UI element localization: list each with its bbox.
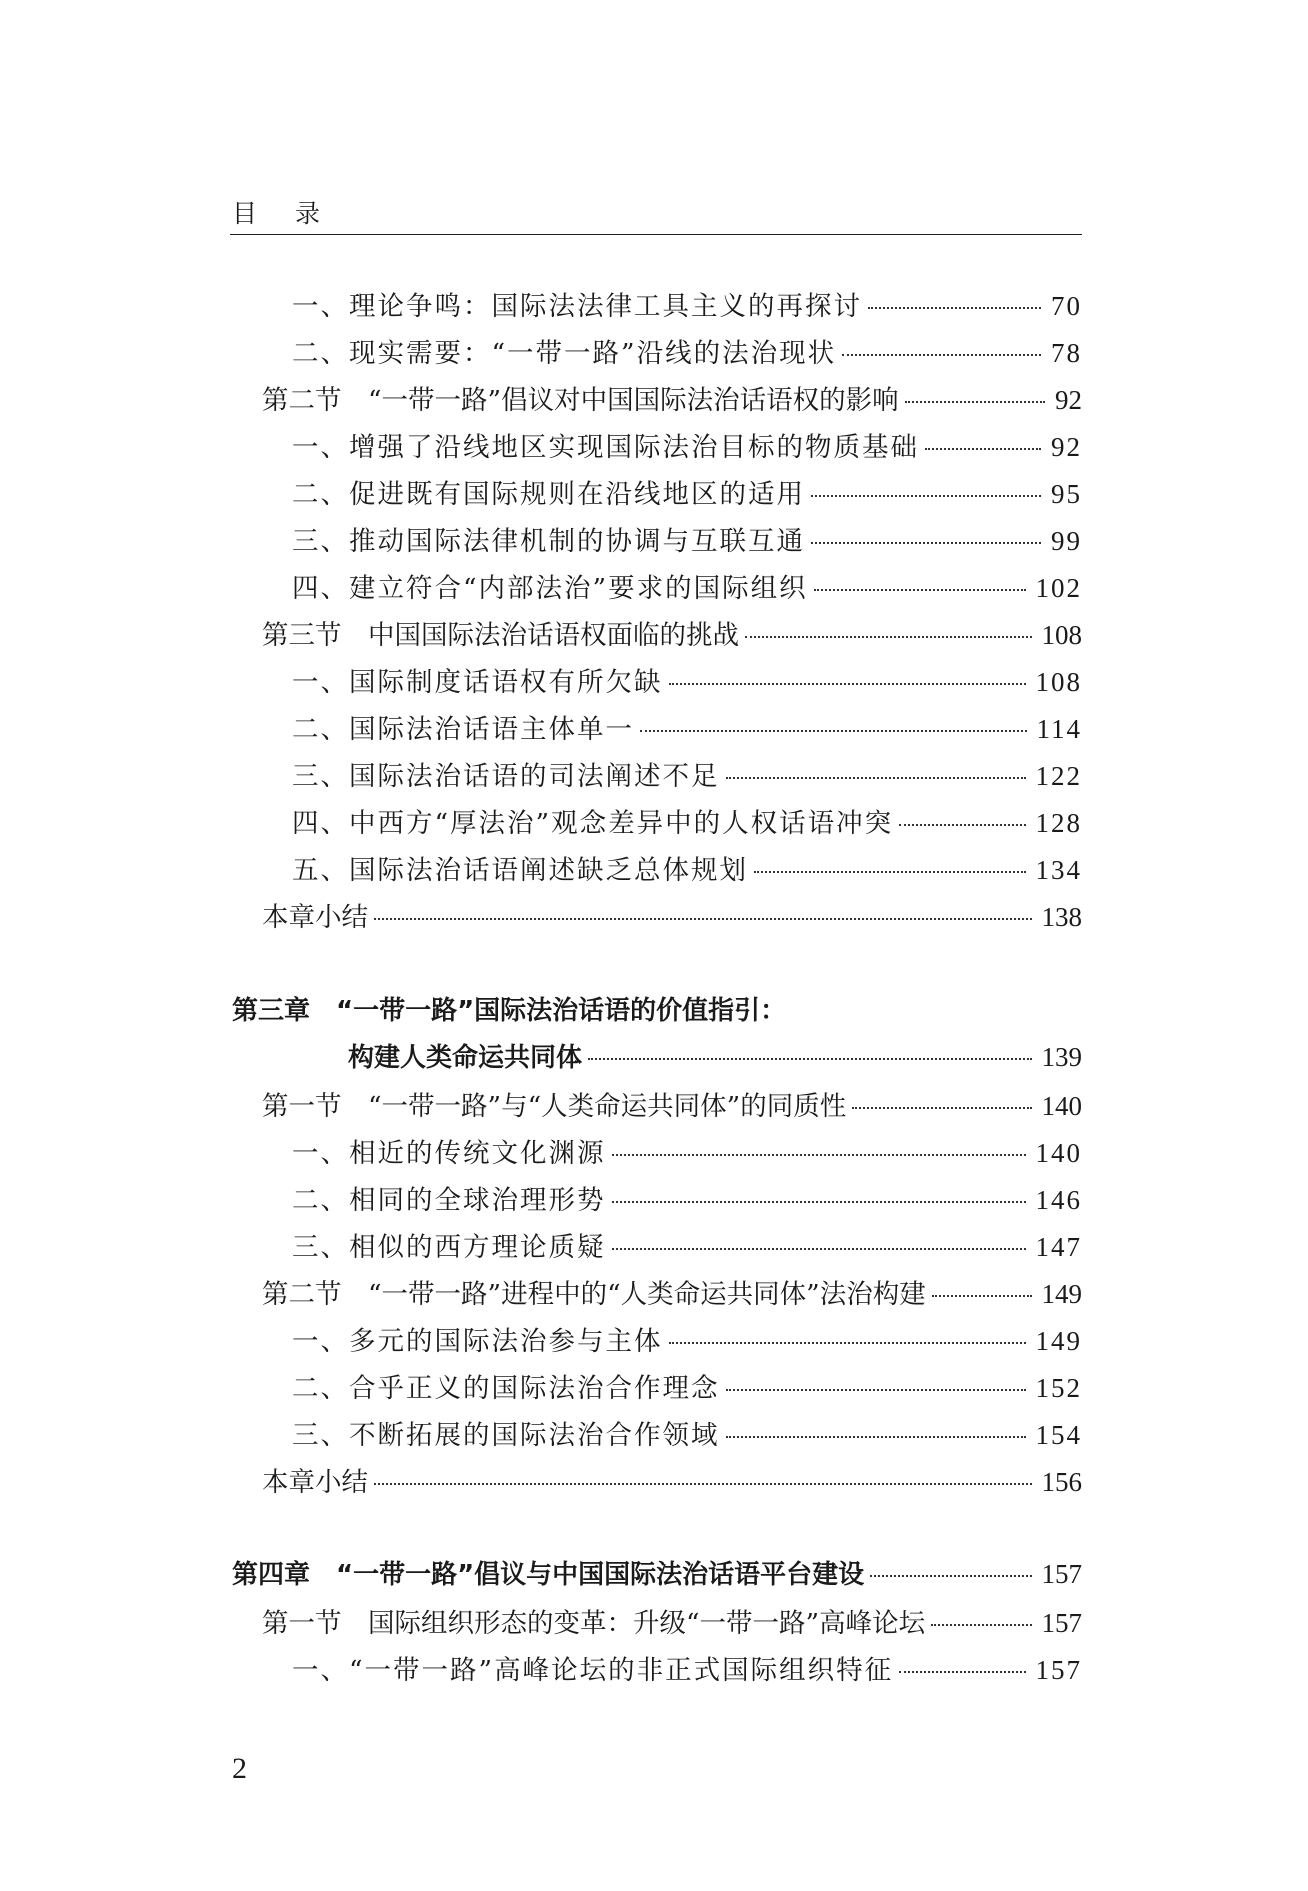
toc-entry-title: 一、“一带一路”高峰论坛的非正式国际组织特征: [292, 1655, 894, 1686]
toc-entry-title: 第三节 中国国际法治话语权面临的挑战: [262, 620, 739, 651]
toc-entry-page: 156: [1041, 1467, 1082, 1497]
toc-entry-title: 一、增强了沿线地区实现国际法治目标的物质基础: [292, 432, 919, 463]
toc-entry[interactable]: [292, 1413, 1082, 1453]
toc-entry-page: 122: [1035, 761, 1082, 791]
toc-entry-title: 第一节 国际组织形态的变革：升级“一带一路”高峰论坛: [262, 1608, 926, 1639]
toc-entry-title: 一、相近的传统文化渊源: [292, 1138, 606, 1169]
toc-entry[interactable]: [262, 1272, 1082, 1312]
toc-entry[interactable]: [292, 519, 1082, 559]
dot-leader: [612, 1201, 1026, 1203]
toc-entry-page: 92: [1055, 385, 1082, 415]
toc-entry[interactable]: [262, 895, 1082, 935]
toc-entry-title: 一、国际制度话语权有所欠缺: [292, 667, 663, 698]
toc-entry[interactable]: [292, 801, 1082, 841]
toc-entry-page: 114: [1036, 714, 1082, 744]
toc-entry[interactable]: [262, 1460, 1082, 1500]
toc-entry-title: 三、不断拓展的国际法治合作领域: [292, 1420, 720, 1451]
toc-entry[interactable]: [292, 1648, 1082, 1688]
toc-entry-page: 95: [1051, 479, 1082, 509]
toc-entry-title: 一、理论争鸣：国际法法律工具主义的再探讨: [292, 291, 862, 322]
toc-entry-page: 140: [1041, 1091, 1082, 1121]
toc-entry-title: 第一节 “一带一路”与“人类命运共同体”的同质性: [262, 1091, 847, 1122]
toc-entry-title: 二、相同的全球治理形势: [292, 1185, 606, 1216]
dot-leader: [811, 495, 1041, 497]
dot-leader: [905, 401, 1045, 403]
dot-leader: [726, 777, 1026, 779]
dot-leader: [842, 354, 1041, 356]
toc-entry-page: 154: [1035, 1420, 1082, 1450]
toc-entry[interactable]: [232, 1554, 1082, 1594]
toc-entry[interactable]: [292, 566, 1082, 606]
toc-entry-page: 152: [1035, 1373, 1082, 1403]
toc-entry-title: 三、推动国际法律机制的协调与互联互通: [292, 526, 805, 557]
page-number: 2: [232, 1752, 247, 1785]
dot-leader: [899, 1671, 1025, 1673]
dot-leader: [745, 636, 1032, 638]
toc-entry[interactable]: [292, 848, 1082, 888]
toc-entry[interactable]: [292, 1319, 1082, 1359]
toc-entry[interactable]: [292, 284, 1082, 324]
dot-leader: [868, 307, 1041, 309]
toc-entry[interactable]: [262, 378, 1082, 418]
toc-entry[interactable]: [348, 1037, 1082, 1077]
toc-entry-title: 本章小结: [262, 902, 368, 933]
toc-entry-title: 二、合乎正义的国际法治合作理念: [292, 1373, 720, 1404]
toc-entry[interactable]: [292, 1225, 1082, 1265]
toc-entry-title: 本章小结: [262, 1467, 368, 1498]
dot-leader: [925, 448, 1041, 450]
dot-leader: [588, 1058, 1031, 1060]
toc-entry[interactable]: [292, 707, 1082, 747]
toc-entry[interactable]: [292, 1178, 1082, 1218]
toc-entry-title: 三、相似的西方理论质疑: [292, 1232, 606, 1263]
toc-entry[interactable]: [292, 754, 1082, 794]
toc-entry-page: 149: [1041, 1279, 1082, 1309]
dot-leader: [899, 824, 1025, 826]
dot-leader: [811, 542, 1041, 544]
dot-leader: [669, 1342, 1026, 1344]
dot-leader: [754, 871, 1026, 873]
toc-entry-page: 138: [1041, 902, 1082, 932]
dot-leader: [374, 918, 1032, 920]
toc-entry-page: 149: [1035, 1326, 1082, 1356]
toc-entry-title: 二、现实需要：“一带一路”沿线的法治现状: [292, 338, 837, 369]
toc-entry-title: 三、国际法治话语的司法阐述不足: [292, 761, 720, 792]
toc-entry-page: 92: [1051, 432, 1082, 462]
toc-entry-page: 78: [1051, 338, 1082, 368]
toc-entry-title: 五、国际法治话语阐述缺乏总体规划: [292, 855, 748, 886]
dot-leader: [852, 1107, 1031, 1109]
toc-entry-title: 构建人类命运共同体: [348, 1043, 583, 1073]
toc-entry-page: 108: [1035, 667, 1082, 697]
toc-entry[interactable]: [292, 660, 1082, 700]
dot-leader: [931, 1624, 1031, 1626]
toc-entry[interactable]: [262, 1084, 1082, 1124]
toc-entry-title: 二、国际法治话语主体单一: [292, 714, 634, 745]
dot-leader: [932, 1295, 1032, 1297]
toc-entry-page: 157: [1041, 1608, 1082, 1638]
running-head-char: 目: [232, 199, 258, 228]
toc-entry-title: 第四章 “一带一路”倡议与中国国际法治话语平台建设: [232, 1560, 865, 1590]
toc-entry-title: 一、多元的国际法治参与主体: [292, 1326, 663, 1357]
dot-leader: [612, 1154, 1026, 1156]
toc-entry-page: 108: [1041, 620, 1082, 650]
toc-entry[interactable]: [262, 1601, 1082, 1641]
toc-chapter-title: 第三章 “一带一路”国际法治话语的价值指引：: [232, 996, 787, 1026]
toc-entry-page: 157: [1041, 1559, 1082, 1589]
toc-entry-page: 99: [1051, 526, 1082, 556]
toc-entry-title: 四、中西方“厚法治”观念差异中的人权话语冲突: [292, 808, 894, 839]
dot-leader: [669, 683, 1026, 685]
toc-entry-title: 第二节 “一带一路”进程中的“人类命运共同体”法治构建: [262, 1279, 926, 1310]
toc-entry-page: 70: [1051, 291, 1082, 321]
toc-entry-page: 102: [1035, 573, 1082, 603]
toc-entry-page: 134: [1035, 855, 1082, 885]
toc-entry-page: 157: [1035, 1655, 1082, 1685]
toc-entry[interactable]: [292, 472, 1082, 512]
toc-entry-page: 147: [1035, 1232, 1082, 1262]
toc-entry-title: 四、建立符合“内部法治”要求的国际组织: [292, 573, 808, 604]
toc-entry-title: 第二节 “一带一路”倡议对中国国际法治话语权的影响: [262, 385, 899, 416]
toc-entry-page: 139: [1041, 1042, 1082, 1072]
toc-entry[interactable]: [292, 1366, 1082, 1406]
toc-entry[interactable]: [292, 1131, 1082, 1171]
toc-entry-page: 146: [1035, 1185, 1082, 1215]
toc-entry[interactable]: [292, 425, 1082, 465]
toc-entry[interactable]: [292, 331, 1082, 371]
dot-leader: [726, 1389, 1026, 1391]
dot-leader: [726, 1436, 1026, 1438]
dot-leader: [870, 1575, 1031, 1577]
toc-entry-title: 二、促进既有国际规则在沿线地区的适用: [292, 479, 805, 510]
toc-entry-page: 128: [1035, 808, 1082, 838]
running-head-char: 录: [295, 199, 321, 228]
dot-leader: [814, 589, 1026, 591]
dot-leader: [374, 1483, 1032, 1485]
toc-entry-page: 140: [1035, 1138, 1082, 1168]
dot-leader: [612, 1248, 1026, 1250]
toc-entry[interactable]: [262, 613, 1082, 653]
dot-leader: [640, 730, 1027, 732]
